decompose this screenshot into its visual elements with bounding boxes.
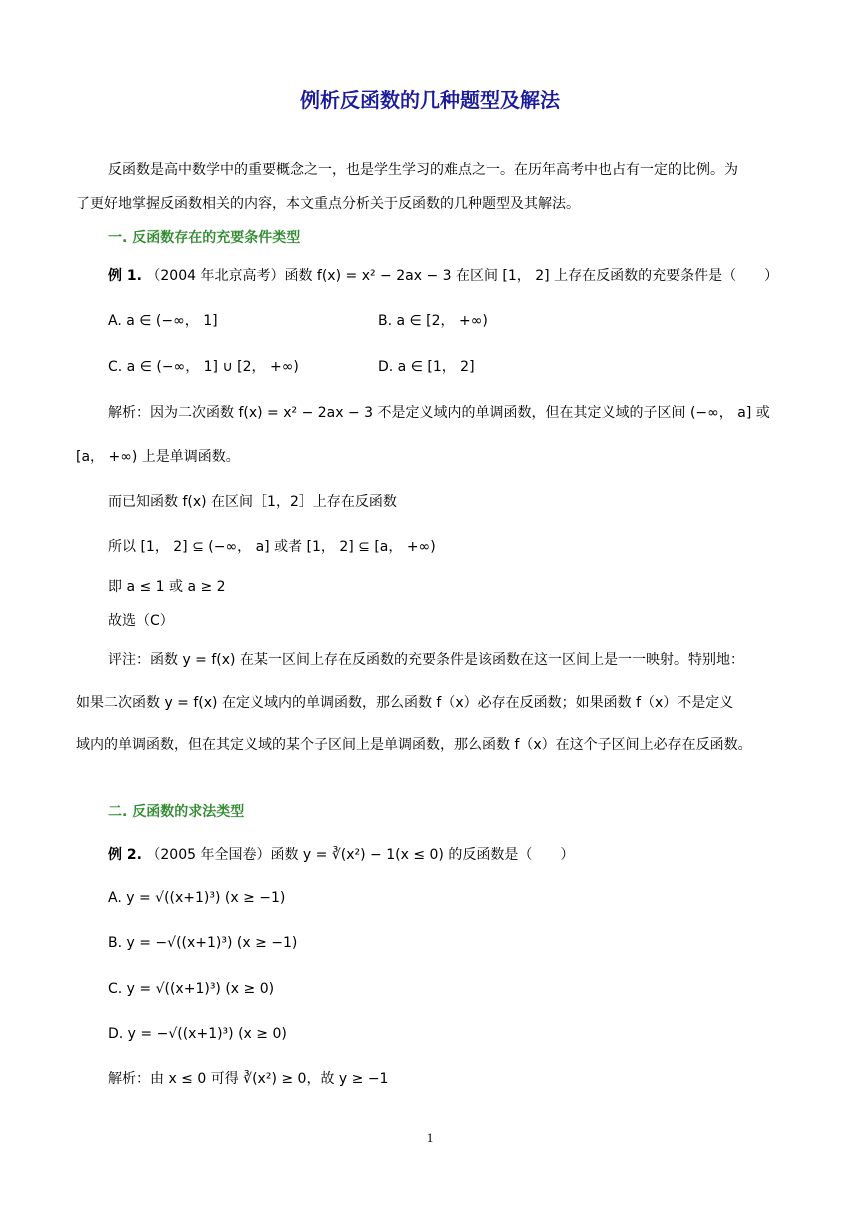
example-2-option-a: A. y = √((x+1)³) (x ≥ −1) [108,890,286,906]
example-1-solution-2: [a， +∞) 上是单调函数。 [76,449,240,465]
example-2-option-c: C. y = √((x+1)³) (x ≥ 0) [108,981,275,997]
intro-line-2: 了更好地掌握反函数相关的内容，本文重点分析关于反函数的几种题型及其解法。 [76,196,580,212]
section-heading-1: 一. 反函数存在的充要条件类型 [108,230,301,246]
example-2-label: 例 2. [108,847,142,863]
example-1-option-c: C. a ∈ (−∞， 1] ∪ [2， +∞) [108,359,299,375]
example-2-stem [108,845,574,865]
page-number: 1 [426,1130,434,1145]
example-2-option-b: B. y = −√((x+1)³) (x ≥ −1) [108,935,298,951]
example-1-note-2: 如果二次函数 y = f(x) 在定义域内的单调函数，那么函数 f（x）必存在反函数；如果函数 f（x）不是定义 [76,695,734,711]
section-heading-2: 二. 反函数的求法类型 [108,804,245,820]
example-1-solution-1: 解析：因为二次函数 f(x) = x² − 2ax − 3 不是定义域内的单调函数，但在其定义域的子区间 (−∞， a] 或 [108,405,770,421]
page-title: 例析反函数的几种题型及解法 [300,88,560,112]
example-1-stem [108,266,778,286]
example-1-option-b: B. a ∈ [2， +∞) [378,313,488,329]
example-1-note-1: 评注：函数 y = f(x) 在某一区间上存在反函数的充要条件是该函数在这一区间上是一一映射。特别地： [108,652,744,668]
example-1-option-d: D. a ∈ [1， 2] [378,359,475,375]
example-1-solution-4: 所以 [1， 2] ⊆ (−∞， a] 或者 [1， 2] ⊆ [a， +∞) [108,539,436,555]
example-1-option-a: A. a ∈ (−∞， 1] [108,313,218,329]
example-2-solution-1: 解析：由 x ≤ 0 可得 ∛(x²) ≥ 0，故 y ≥ −1 [108,1071,389,1087]
example-1-solution-6: 故选（C） [108,613,174,629]
example-1-question: （2004 年北京高考）函数 f(x) = x² − 2ax − 3 在区间 [1， 2] 上存在反函数的充要条件是（ ） [146,268,779,284]
intro-line-1: 反函数是高中数学中的重要概念之一，也是学生学习的难点之一。在历年高考中也占有一定的比例。为 [108,162,738,178]
example-1-note-3: 域内的单调函数，但在其定义域的某个子区间上是单调函数，那么函数 f（x）在这个子区间上必存在反函数。 [76,737,752,753]
example-1-label: 例 1. [108,268,142,284]
example-2-question: （2005 年全国卷）函数 y = ∛(x²) − 1(x ≤ 0) 的反函数是（ ） [146,847,575,863]
example-1-solution-5: 即 a ≤ 1 或 a ≥ 2 [108,579,226,595]
example-2-option-d: D. y = −√((x+1)³) (x ≥ 0) [108,1026,287,1042]
example-1-solution-3: 而已知函数 f(x) 在区间［1，2］上存在反函数 [108,494,397,510]
